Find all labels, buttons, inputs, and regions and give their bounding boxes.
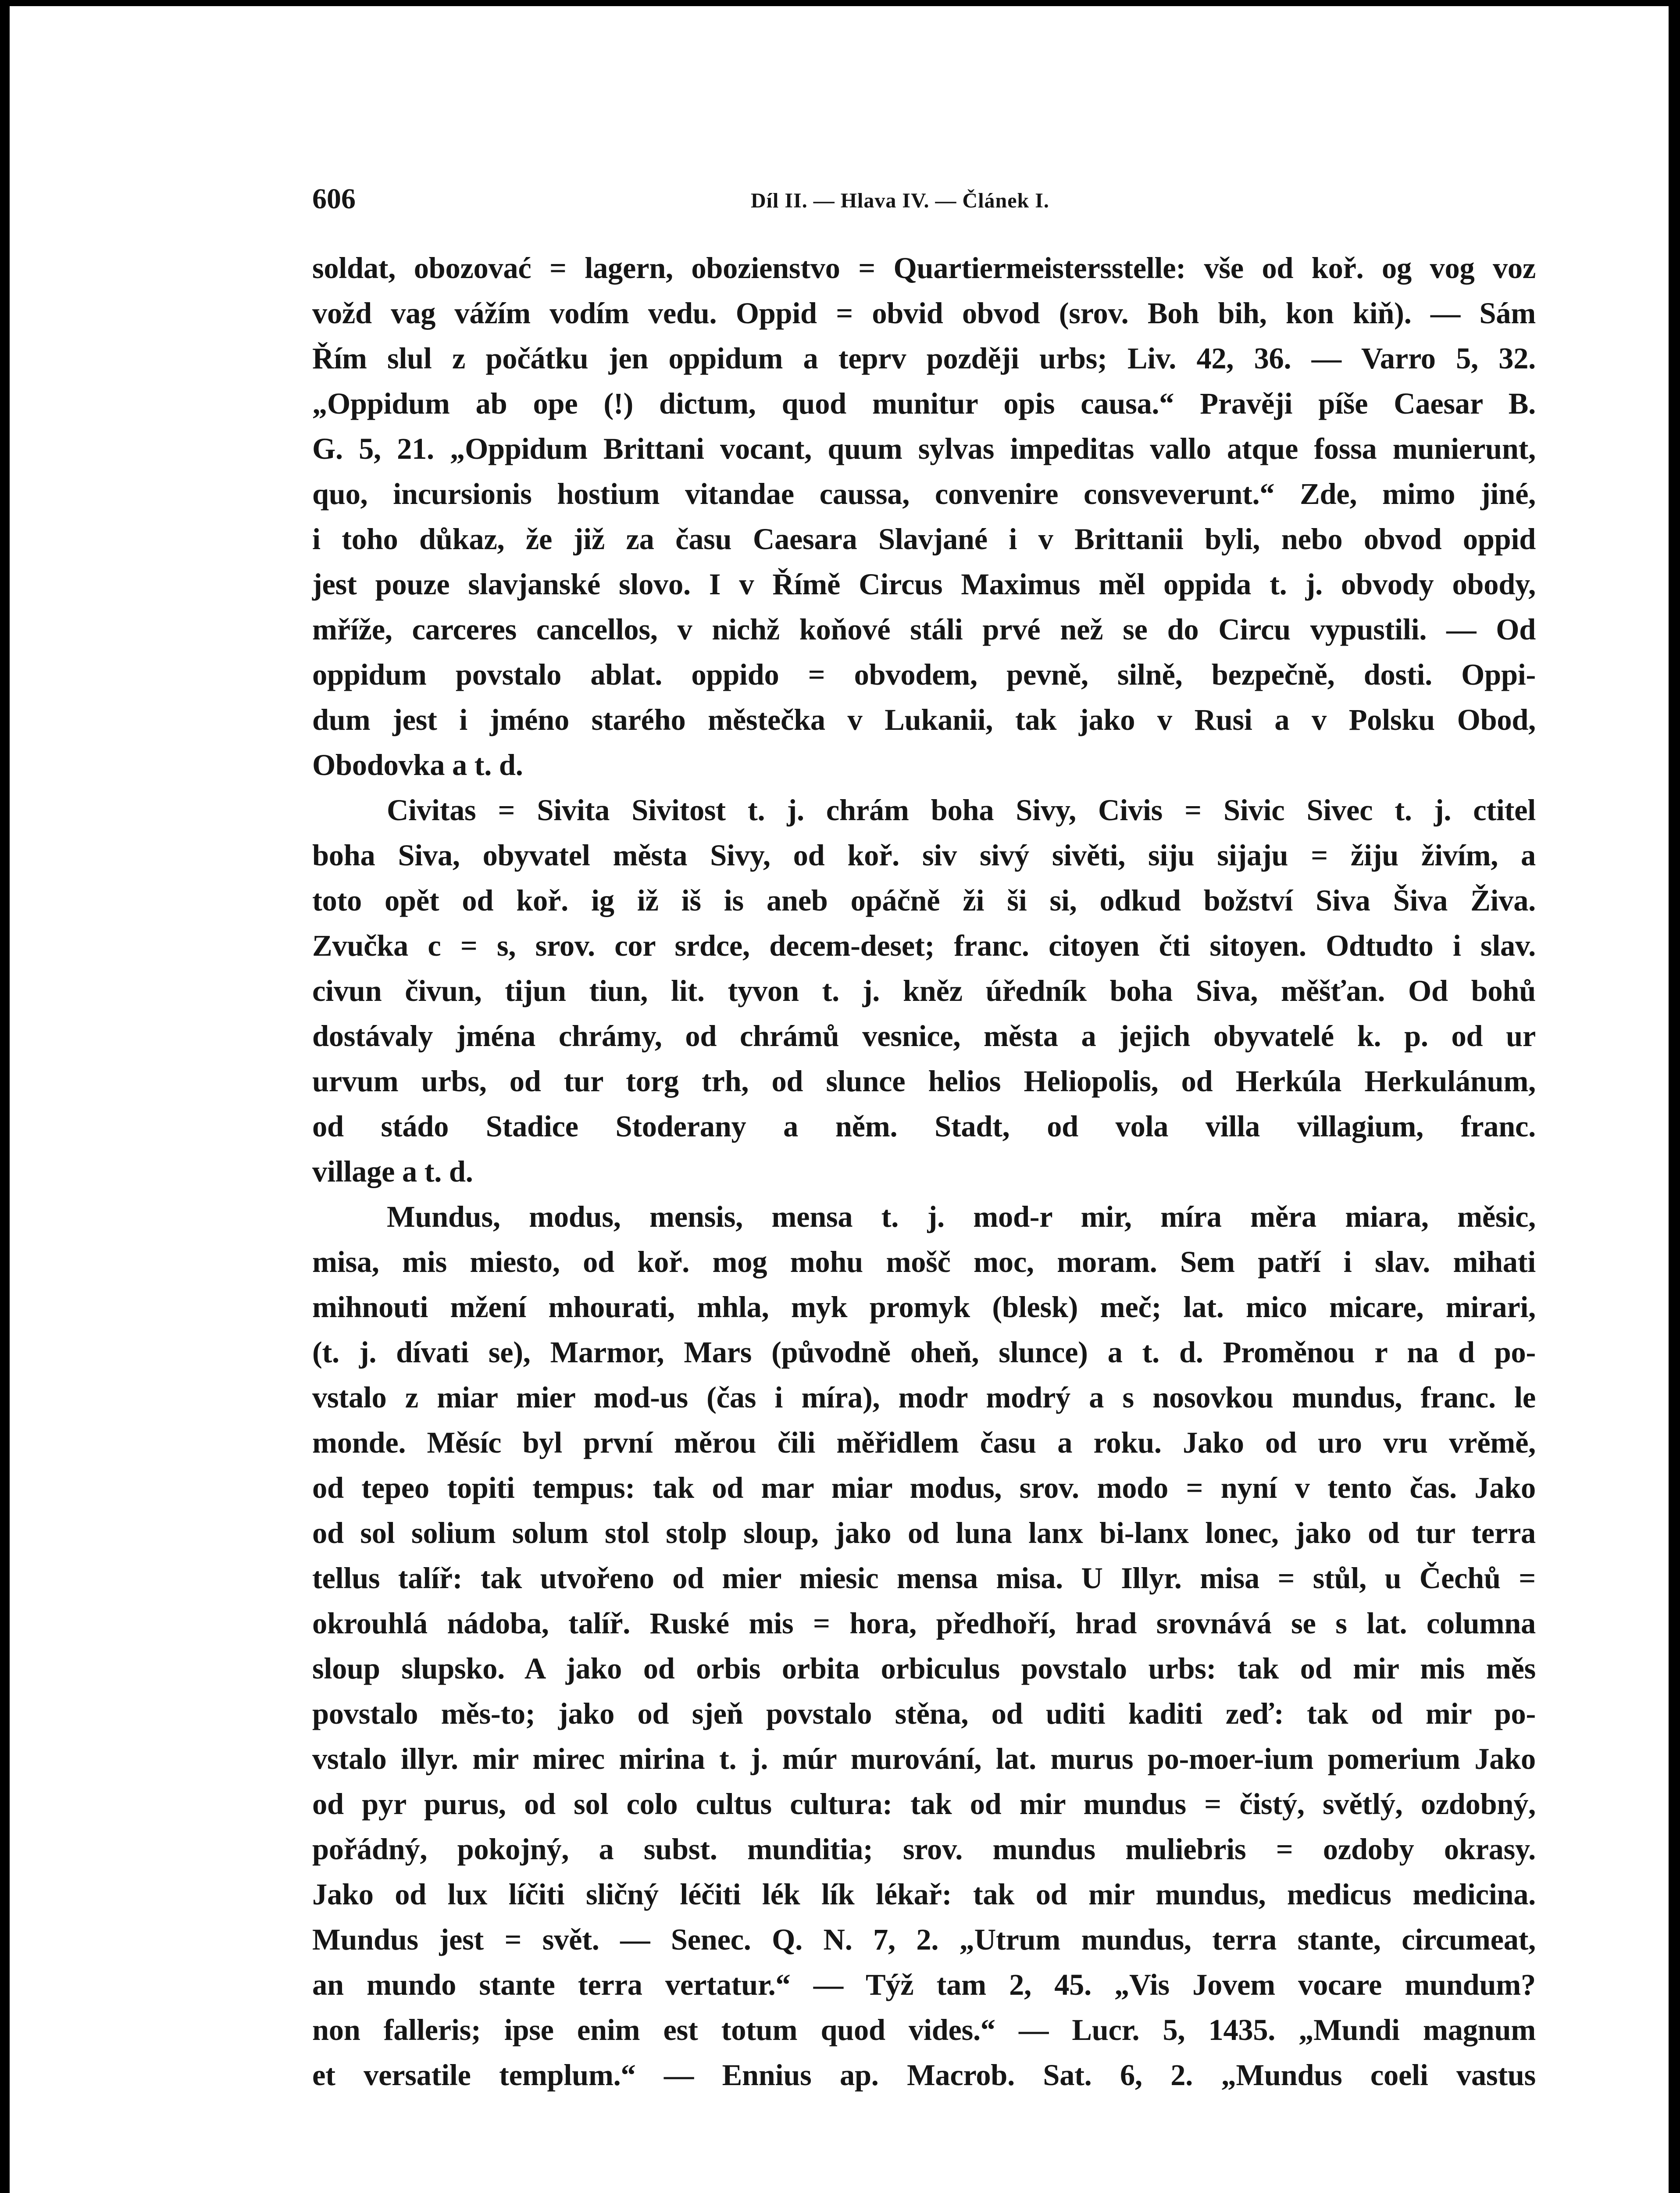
text-line: pořádný, pokojný, a subst. munditia; srov. mundus muliebris = ozdoby okrasy. [312, 1832, 1536, 1866]
text-line: vstalo illyr. mir mirec mirina t. j. múr murování, lat. murus po-moer-ium pomerium Jako [312, 1742, 1536, 1775]
text-line: Civitas = Sivita Sivitost t. j. chrám boha Sivy, Civis = Sivic Sivec t. j. ctitel [387, 793, 1536, 827]
text-line: Mundus jest = svět. — Senec. Q. N. 7, 2. „Utrum mundus, terra stante, circumeat, [312, 1923, 1536, 1956]
paragraph-mundus [312, 1194, 1536, 2098]
text-line: (t. j. dívati se), Marmor, Mars (původně oheň, slunce) a t. d. Proměnou r na d po- [312, 1336, 1536, 1369]
text-line: et versatile templum.“ — Ennius ap. Macrob. Sat. 6, 2. „Mundus coeli vastus [312, 2058, 1536, 2092]
text-line: mříže, carceres cancellos, v nichž koňové stáli prvé než se do Circu vypustili. — Od [312, 613, 1536, 646]
text-line: toto opět od koř. ig iž iš is aneb opáčně ži ši si, odkud božství Siva Šiva Živa. [312, 884, 1536, 917]
text-line: i toho důkaz, že již za času Caesara Slavjané i v Brittanii byli, nebo obvod oppid [312, 522, 1536, 556]
text-line: od tepeo topiti tempus: tak od mar miar modus, srov. modo = nyní v tento čas. Jako [312, 1471, 1536, 1504]
paragraph-civitas [312, 788, 1536, 1194]
text-line: an mundo stante terra vertatur.“ — Týž tam 2, 45. „Vis Jovem vocare mundum? [312, 1968, 1536, 2001]
text-line: vožd vag vážím vodím vedu. Oppid = obvid obvod (srov. Boh bih, kon kiň). — Sám [312, 296, 1536, 330]
text-line: vstalo z miar mier mod-us (čas i míra), modr modrý a s nosovkou mundus, franc. le [312, 1381, 1536, 1414]
text-line: „Oppidum ab ope (!) dictum, quod munitur opis causa.“ Pravěji píše Caesar B. [312, 387, 1536, 420]
text-line: Jako od lux líčiti sličný léčiti lék lík lékař: tak od mir mundus, medicus medicina. [312, 1878, 1536, 1911]
text-line: non falleris; ipse enim est totum quod vides.“ — Lucr. 5, 1435. „Mundi magnum [312, 2013, 1536, 2047]
paragraph-oppidum [312, 246, 1536, 788]
text-line: oppidum povstalo ablat. oppido = obvodem, pevně, silně, bezpečně, dosti. Oppi- [312, 658, 1536, 691]
text-line: urvum urbs, od tur torg trh, od slunce helios Heliopolis, od Herkúla Herkulánum, [312, 1064, 1536, 1098]
text-line: Řím slul z počátku jen oppidum a teprv později urbs; Liv. 42, 36. — Varro 5, 32. [312, 342, 1536, 375]
text-line: mihnouti mžení mhourati, mhla, myk promyk (blesk) meč; lat. mico micare, mirari, [312, 1290, 1536, 1324]
text-line: civun čivun, tijun tiun, lit. tyvon t. j. kněz úředník boha Siva, měšťan. Od bohů [312, 974, 1536, 1007]
text-line: dostávaly jména chrámy, od chrámů vesnice, města a jejich obyvatelé k. p. od ur [312, 1019, 1536, 1053]
text-line: misa, mis miesto, od koř. mog mohu mošč moc, moram. Sem patří i slav. mihati [312, 1245, 1536, 1279]
page-number: 606 [312, 183, 356, 215]
text-line: Zvučka c = s, srov. cor srdce, decem-deset; franc. citoyen čti sitoyen. Odtudto i slav. [312, 929, 1536, 962]
text-line: tellus talíř: tak utvořeno od mier miesic mensa misa. U Illyr. misa = stůl, u Čechů = [312, 1561, 1536, 1595]
page-header [312, 182, 1553, 222]
text-line: dum jest i jméno starého městečka v Lukanii, tak jako v Rusi a v Polsku Obod, [312, 703, 1536, 736]
running-head: Díl II. — Hlava IV. — Článek I. [751, 189, 1049, 212]
text-line: jest pouze slavjanské slovo. I v Římě Circus Maximus měl oppida t. j. obvody obody, [312, 568, 1536, 601]
text-line: Mundus, modus, mensis, mensa t. j. mod-r mir, míra měra miara, měsic, [387, 1200, 1536, 1233]
text-line: boha Siva, obyvatel města Sivy, od koř. siv sivý sivěti, siju sijaju = žiju živím, a [312, 839, 1536, 872]
text-line: od sol solium solum stol stolp sloup, jako od luna lanx bi-lanx lonec, jako od tur terra [312, 1516, 1536, 1550]
text-line: povstalo měs-to; jako od sjeň povstalo stěna, od uditi kaditi zeď: tak od mir po- [312, 1697, 1536, 1730]
text-line: okrouhlá nádoba, talíř. Ruské mis = hora, předhoří, hrad srovnává se s lat. columna [312, 1607, 1536, 1640]
text-line: soldat, obozovać = lagern, obozienstvo = Quartiermeistersstelle: vše od koř. og vog voz [312, 251, 1536, 285]
body-text [312, 246, 1536, 2098]
text-line: od stádo Stadice Stoderany a něm. Stadt, od vola villa villagium, franc. [312, 1110, 1536, 1143]
text-line: monde. Měsíc byl první měrou čili měřidlem času a roku. Jako od uro vru vrěmě, [312, 1426, 1536, 1459]
text-line: village a t. d. [312, 1155, 473, 1188]
text-line: od pyr purus, od sol colo cultus cultura: tak od mir mundus = čistý, světlý, ozdobný, [312, 1787, 1536, 1821]
text-line: G. 5, 21. „Oppidum Brittani vocant, quum sylvas impeditas vallo atque fossa munierunt, [312, 432, 1536, 465]
text-line: sloup slupsko. A jako od orbis orbita orbiculus povstalo urbs: tak od mir mis měs [312, 1652, 1536, 1685]
text-line: quo, incursionis hostium vitandae caussa, convenire consveverunt.“ Zde, mimo jiné, [312, 477, 1536, 511]
text-line: Obodovka a t. d. [312, 748, 523, 782]
